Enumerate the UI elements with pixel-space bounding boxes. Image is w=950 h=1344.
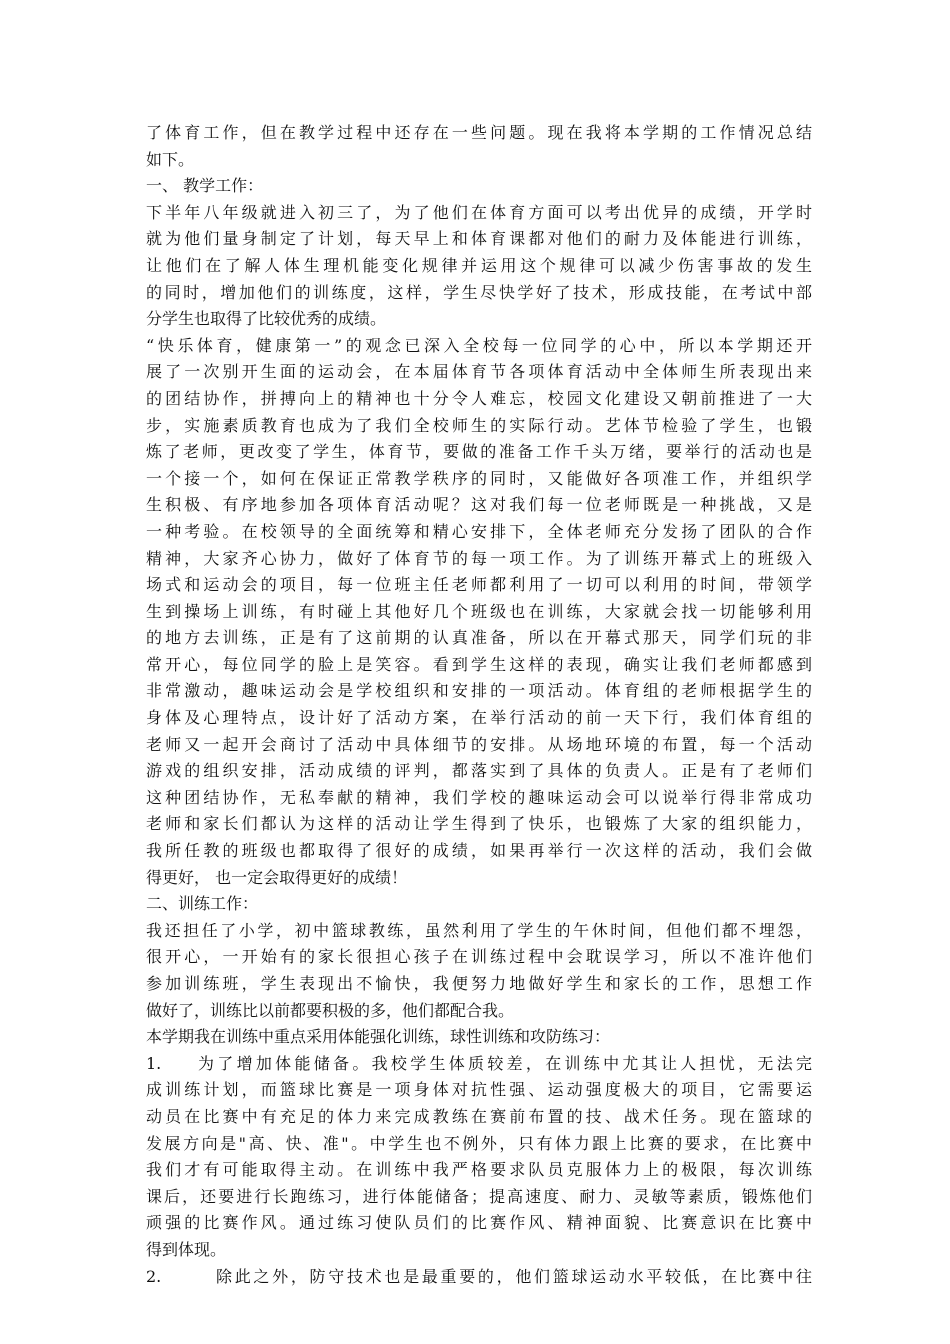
text-line: 游戏的组织安排，活动成绩的评判，都落实到了具体的负责人。正是有了老师们 (146, 761, 812, 781)
text-line: 身体及心理特点，设计好了活动方案，在举行活动的前一天下行，我们体育组的 (146, 708, 812, 728)
text-line: 一个接一个，如何在保证正常教学秩序的同时，又能做好各项准工作，并组织学 (146, 468, 812, 488)
text-line: 我们才有可能取得主动。在训练中我严格要求队员克服体力上的极限，每次训练 (146, 1160, 812, 1180)
text-line: 这种团结协作，无私奉献的精神，我们学校的趣味运动会可以说举行得非常成功 (146, 787, 812, 807)
text-line: 了体育工作，但在教学过程中还存在一些问题。现在我将本学期的工作情况总结 (146, 123, 812, 142)
list-item-text: 除此之外，防守技术也是最重要的，他们篮球运动水平较低，在比赛中往 (216, 1266, 812, 1286)
text-line: 的团结协作，拼搏向上的精神也十分令人难忘，校园文化建设又朝前推进了一大 (146, 388, 812, 408)
text-line: 下半年八年级就进入初三了，为了他们在体育方面可以考出优异的成绩，开学时 (146, 202, 812, 222)
text-line: 如下。 (146, 149, 195, 169)
section-heading: 二、训练工作： (146, 894, 259, 914)
list-item-2 (146, 1264, 812, 1291)
text-line: 常开心，每位同学的脸上是笑容。看到学生这样的表现，确实让我们老师都感到 (146, 654, 812, 674)
text-line: 很开心，一开始有的家长很担心孩子在训练过程中会耽误学习，所以不准许他们 (146, 947, 812, 967)
text-line: 步，实施素质教育也成为了我们全校师生的实际行动。艺体节检验了学生，也锻 (146, 415, 812, 435)
text-line: 炼了老师，更改变了学生，体育节，要做的准备工作千头万绪，要举行的活动也是 (146, 442, 812, 462)
text-line: 的地方去训练，正是有了这前期的认真准备，所以在开幕式那天，同学们玩的非 (146, 628, 812, 648)
list-number: 2. (146, 1266, 162, 1286)
text-line: 展了一次别开生面的运动会，在本届体育节各项体育活动中全体师生所表现出来 (146, 362, 812, 382)
text-line: 成训练计划，而篮球比赛是一项身体对抗性强、运动强度极大的项目，它需要运 (146, 1080, 812, 1100)
list-item-1 (146, 1051, 812, 1078)
section-heading: 一、 教学工作： (146, 176, 264, 196)
text-line: “快乐体育，健康第一”的观念已深入全校每一位同学的心中，所以本学期还开 (146, 335, 812, 355)
text-line: 一种考验。在校领导的全面统筹和精心安排下，全体老师充分发扬了团队的合作 (146, 521, 812, 541)
text-line: 老师又一起开会商讨了活动中具体细节的安排。从场地环境的布置，每一个活动 (146, 734, 812, 754)
text-line: 本学期我在训练中重点采用体能强化训练，球性训练和攻防练习： (146, 1027, 611, 1047)
text-line: 让他们在了解人体生理机能变化规律并运用这个规律可以减少伤害事故的发生 (146, 255, 812, 275)
text-line: 课后，还要进行长跑练习，进行体能储备；提高速度、耐力、灵敏等素质，锻炼他们 (146, 1186, 812, 1206)
text-line: 精神，大家齐心协力，做好了体育节的每一项工作。为了训练开幕式上的班级入 (146, 548, 812, 568)
text-line: 得更好， 也一定会取得更好的成绩！ (146, 867, 408, 887)
text-line: 非常激动，趣味运动会是学校组织和安排的一项活动。体育组的老师根据学生的 (146, 681, 812, 701)
text-line: 得到体现。 (146, 1239, 227, 1259)
text-line: 就为他们量身制定了计划，每天早上和体育课都对他们的耐力及体能进行训练， (146, 229, 812, 249)
text-line: 分学生也取得了比较优秀的成绩。 (146, 309, 387, 329)
text-line: 老师和家长们都认为这样的活动让学生得到了快乐，也锻炼了大家的组织能力， (146, 814, 812, 834)
text-line: 生到操场上训练，有时碰上其他好几个班级也在训练，大家就会找一切能够利用 (146, 601, 812, 621)
document-page (146, 120, 812, 1290)
text-line: 我还担任了小学，初中篮球教练，虽然利用了学生的午休时间，但他们都不埋怨， (146, 920, 812, 940)
text-line: 参加训练班，学生表现出不愉快，我便努力地做好学生和家长的工作，思想工作 (146, 974, 812, 993)
list-number: 1. (146, 1053, 162, 1073)
text-line: 场式和运动会的项目，每一位班主任老师都利用了一切可以利用的时间，带领学 (146, 575, 812, 595)
list-item-text: 为了增加体能储备。我校学生体质较差，在训练中尤其让人担忧，无法完 (198, 1053, 812, 1073)
text-line: 动员在比赛中有充足的体力来完成教练在赛前布置的技、战术任务。现在篮球的 (146, 1106, 812, 1126)
text-line: 做好了，训练比以前都要积极的多，他们都配合我。 (146, 1000, 515, 1020)
text-line: 发展方向是"高、快、准"。中学生也不例外，只有体力跟上比赛的要求，在比赛中 (146, 1133, 812, 1153)
text-line: 顽强的比赛作风。通过练习使队员们的比赛作风、精神面貌、比赛意识在比赛中 (146, 1213, 812, 1233)
text-line: 我所任教的班级也都取得了很好的成绩，如果再举行一次这样的活动，我们会做 (146, 841, 812, 861)
text-line: 的同时，增加他们的训练度，这样，学生尽快学好了技术，形成技能，在考试中部 (146, 282, 812, 302)
text-line: 生积极、有序地参加各项体育活动呢？这对我们每一位老师既是一种挑战，又是 (146, 495, 812, 515)
